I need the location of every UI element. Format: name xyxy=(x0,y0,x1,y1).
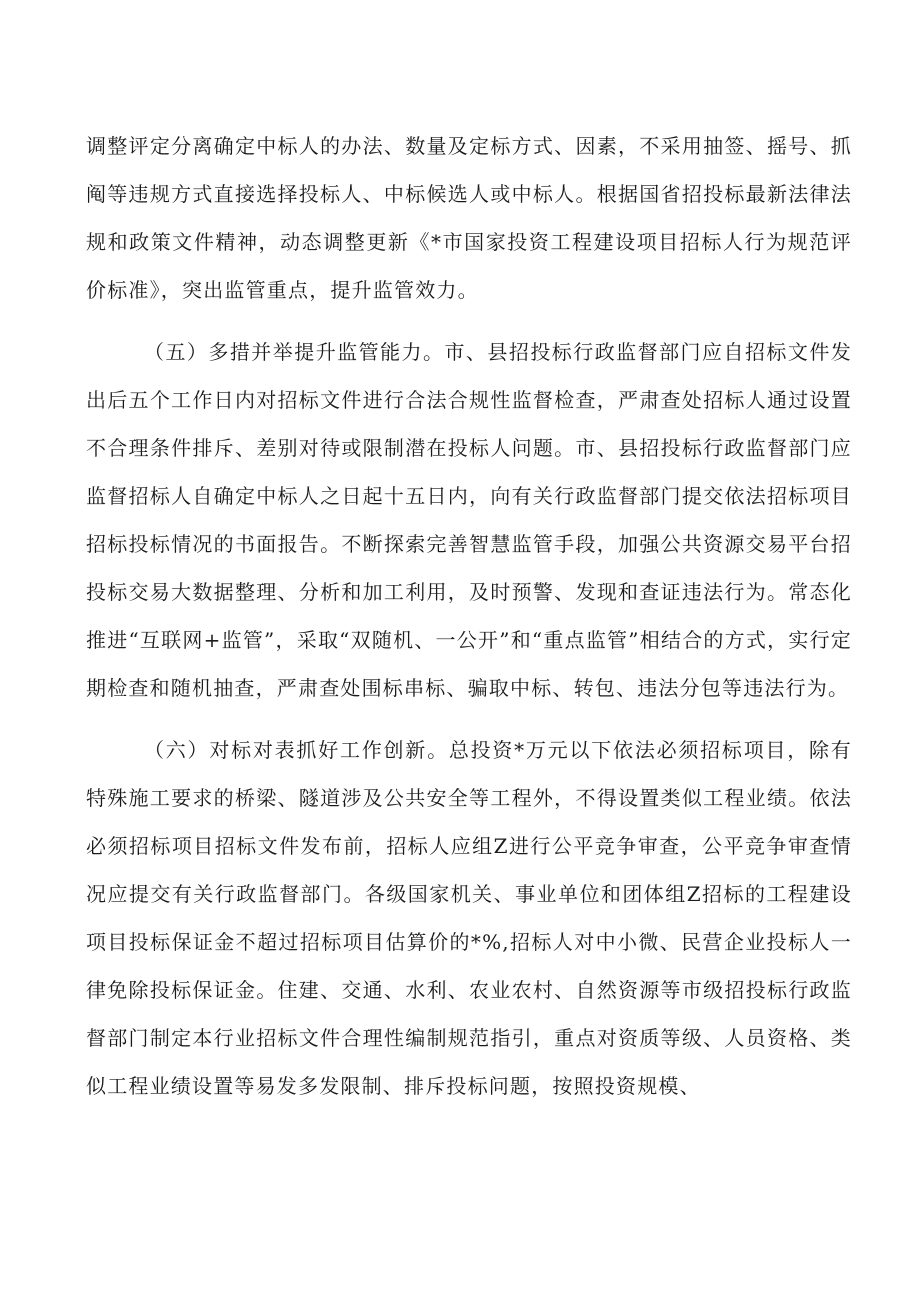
paragraph-section-6: （六）对标对表抓好工作创新。总投资*万元以下依法必须招标项目，除有特殊施工要求的桥梁、隧道涉及公共安全等工程外，不得设置类似工程业绩。依法必须招标项目招标文件发布前，招标人应组Z进行公平竞争审查，公平竞争审查情况应提交有关行政监督部门。各级国家机关、事业单位和团体组Z招标的工程建设项目投标保证金不超过招标项目估算价的*%,招标人对中小微、民营企业投标人一律免除投标保证金。住建、交通、水利、农业农村、自然资源等市级招投标行政监督部门制定本行业招标文件合理性编制规范指引，重点对资质等级、人员资格、类似工程业绩设置等易发多发限制、排斥投标问题，按照投资规模、 xyxy=(86,738,852,1098)
document-body xyxy=(86,122,852,1110)
paragraph-section-5: （五）多措并举提升监管能力。市、县招投标行政监督部门应自招标文件发出后五个工作日内对招标文件进行合法合规性监督检查，严肃查处招标人通过设置不合理条件排斥、差别对待或限制潜在投标人问题。市、县招投标行政监督部门应监督招标人自确定中标人之日起十五日内，向有关行政监督部门提交依法招标项目招标投标情况的书面报告。不断探索完善智慧监管手段，加强公共资源交易平台招投标交易大数据整理、分析和加工利用，及时预警、发现和查证违法行为。常态化推进“互联网+监管”，采取“双随机、一公开”和“重点监管”相结合的方式，实行定期检查和随机抽查，严肃查处围标串标、骗取中标、转包、违法分包等违法行为。 xyxy=(86,340,852,700)
paragraph-continuation: 调整评定分离确定中标人的办法、数量及定标方式、因素，不采用抽签、摇号、抓阄等违规方式直接选择投标人、中标候选人或中标人。根据国省招投标最新法律法规和政策文件精神，动态调整更新《*市国家投资工程建设项目招标人行为规范评价标准》，突出监管重点，提升监管效力。 xyxy=(86,134,852,302)
